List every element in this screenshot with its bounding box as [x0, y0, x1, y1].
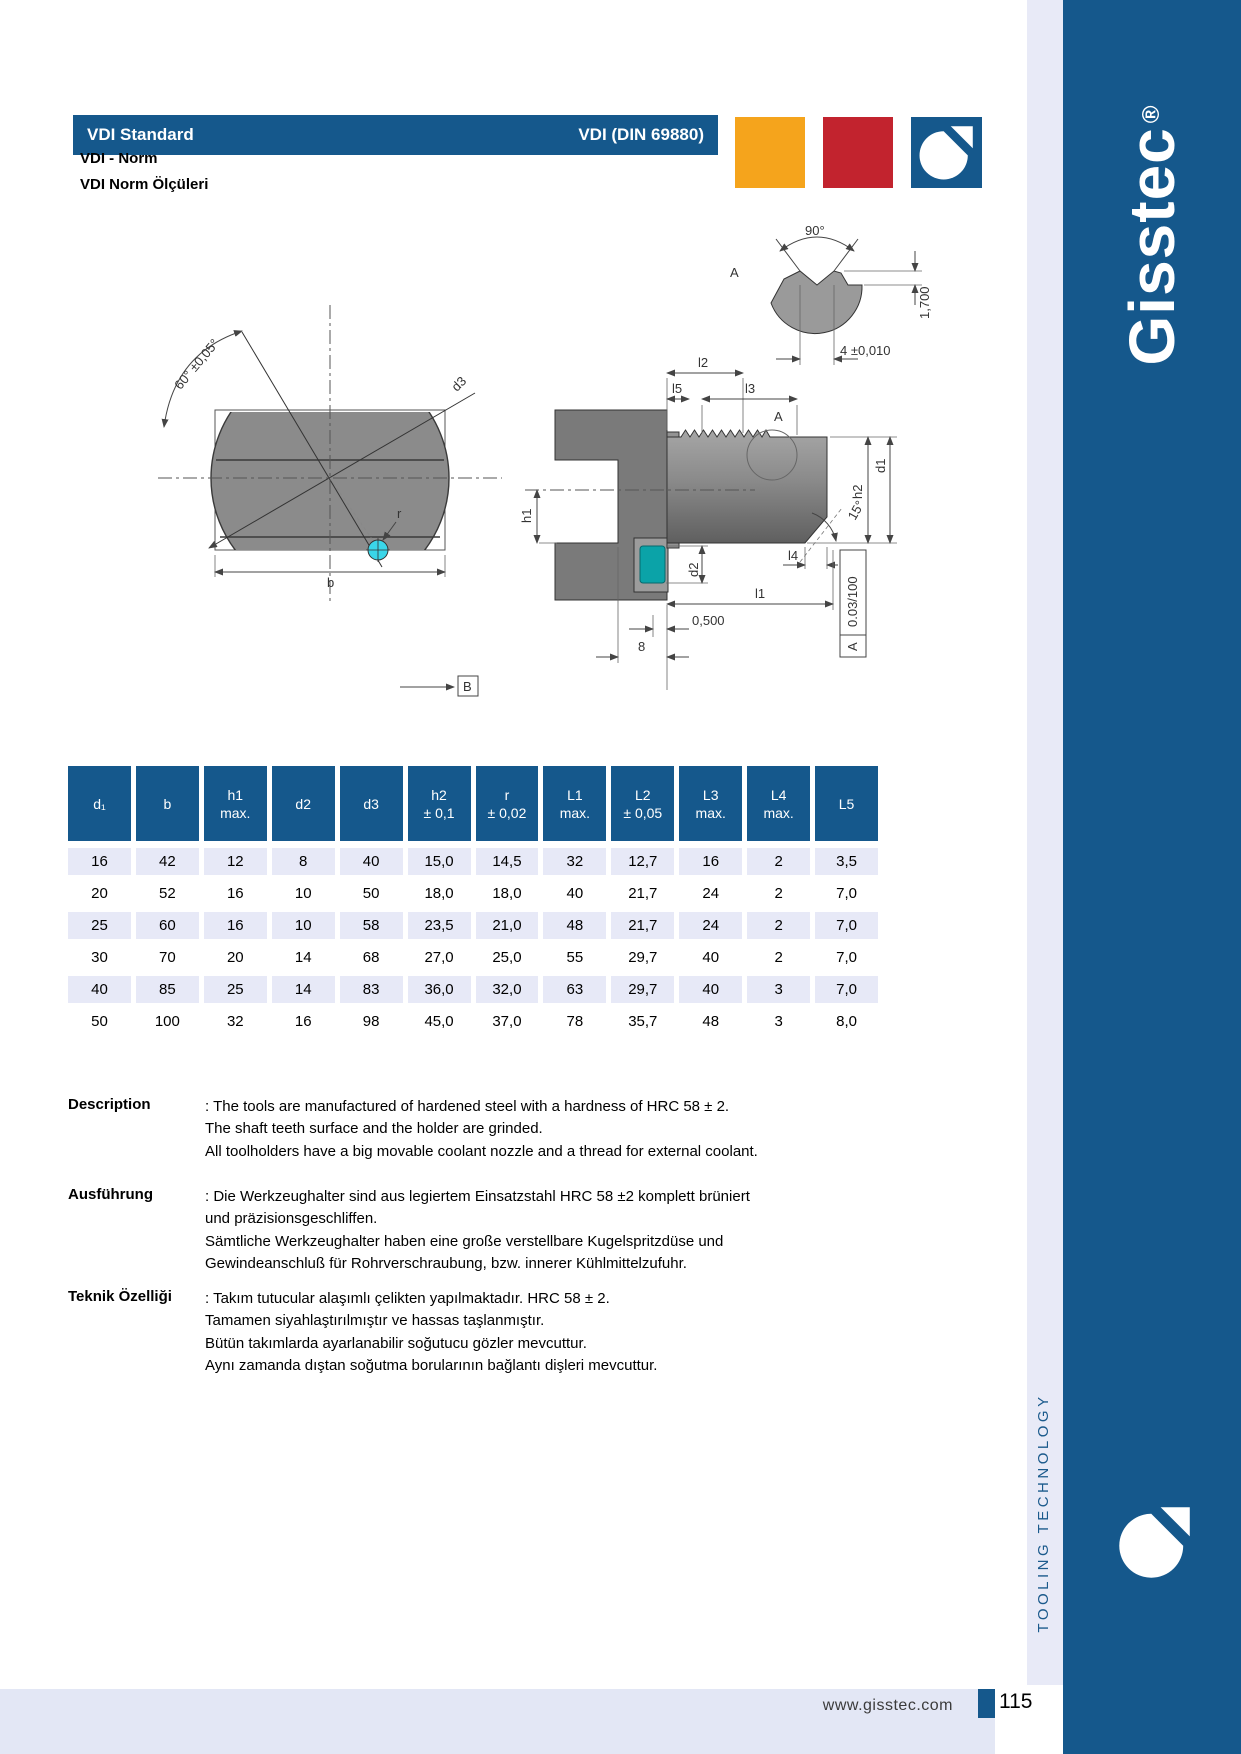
front-view — [158, 305, 502, 605]
table-cell: 32 — [226, 1013, 244, 1030]
table-header-cell: L5 — [815, 766, 878, 841]
table-row — [68, 880, 878, 907]
table-header-row — [68, 766, 878, 841]
detail-ref-label: A — [774, 409, 783, 424]
l1-label: l1 — [755, 586, 766, 601]
table-cell: 52 — [159, 885, 176, 902]
chamfer-angle-label: 15° — [844, 497, 868, 523]
table-cell: 83 — [340, 976, 403, 1003]
table-header-cell: r ± 0,02 — [476, 766, 539, 841]
table-cell: 8,0 — [836, 1013, 857, 1030]
front-angle-label: 60° ±0,05° — [171, 335, 222, 393]
table-header-cell: L3 max. — [679, 766, 742, 841]
d3-label: d3 — [448, 373, 470, 395]
table-cell: 68 — [362, 949, 380, 966]
footer-bar — [0, 1689, 995, 1754]
table-cell: 100 — [154, 1013, 180, 1030]
table-cell: 29,7 — [611, 976, 674, 1003]
detail-angle-label: 90° — [805, 223, 825, 238]
page-number: 115 — [999, 1690, 1033, 1713]
header-title-right: VDI (DIN 69880) — [578, 125, 704, 144]
table-cell: 48 — [543, 912, 606, 939]
table-header-cell: L4 max. — [747, 766, 810, 841]
table-cell: 2 — [774, 949, 783, 966]
subtitle-norm: VDI - Norm — [80, 150, 158, 167]
brand-text: Gisstec — [1116, 127, 1188, 366]
section-lines — [205, 1186, 750, 1276]
table-cell: 27,0 — [424, 949, 454, 966]
table-cell: 3 — [747, 976, 810, 1003]
table-cell: 37,0 — [492, 1013, 522, 1030]
header-title-left: VDI Standard — [87, 125, 194, 144]
depth-label: 8 — [638, 639, 646, 654]
table-header-cell: d3 — [340, 766, 403, 841]
text-line: Tamamen siyahlaştırılmıştır ve hassas taşlanmıştır. — [205, 1312, 545, 1330]
text-line: The shaft teeth surface and the holder are grinded. — [205, 1120, 543, 1138]
table-cell: 14 — [272, 976, 335, 1003]
table-cell: 29,7 — [628, 949, 658, 966]
header-bar — [73, 115, 718, 155]
table-header-cell: h1 max. — [204, 766, 267, 841]
table-cell: 24 — [679, 912, 742, 939]
table-cell: 8 — [272, 848, 335, 875]
table-cell: 45,0 — [424, 1013, 454, 1030]
dimension-table — [68, 766, 878, 1040]
table-header-cell: d2 — [272, 766, 335, 841]
table-cell: 7,0 — [836, 885, 857, 902]
table-cell: 70 — [159, 949, 176, 966]
table-cell: 2 — [747, 912, 810, 939]
table-cell: 24 — [702, 885, 720, 902]
table-cell: 40 — [679, 976, 742, 1003]
subtitle-olculeri: VDI Norm Ölçüleri — [80, 176, 209, 193]
table-cell: 21,0 — [476, 912, 539, 939]
table-cell: 18,0 — [492, 885, 522, 902]
table-cell: 48 — [702, 1013, 720, 1030]
text-line: : Die Werkzeughalter sind aus legiertem Einsatzstahl HRC 58 ±2 komplett brüniert — [205, 1188, 750, 1205]
table-header-cell: d₁ — [68, 766, 131, 841]
text-line: All toolholders have a big movable coolant nozzle and a thread for external coolant. — [205, 1142, 758, 1160]
b-label: b — [327, 575, 335, 590]
table-cell: 40 — [566, 885, 584, 902]
table-cell: 32,0 — [476, 976, 539, 1003]
table-cell: 23,5 — [408, 912, 471, 939]
datum-label: B — [463, 679, 472, 694]
table-cell: 85 — [136, 976, 199, 1003]
table-cell: 36,0 — [408, 976, 471, 1003]
text-line: : The tools are manufactured of hardened steel with a hardness of HRC 58 ± 2. — [205, 1098, 730, 1115]
table-header-cell: h2 ± 0,1 — [408, 766, 471, 841]
table-cell: 7,0 — [815, 976, 878, 1003]
technical-drawing — [100, 215, 932, 694]
table-cell: 78 — [566, 1013, 584, 1030]
offset-label: 0,500 — [692, 613, 725, 628]
l3-label: l3 — [745, 381, 756, 396]
text-line: Bütün takımlarda ayarlanabilir soğutucu gözler mevcuttur. — [205, 1334, 587, 1352]
text-line: Gewindeanschluß für Rohrverschraubung, bzw. innerer Kühlmittelzufuhr. — [205, 1255, 687, 1273]
table-cell: 63 — [543, 976, 606, 1003]
table-header-cell: b — [136, 766, 199, 841]
table-cell: 25,0 — [492, 949, 522, 966]
h1-label: h1 — [519, 508, 534, 523]
table-row — [68, 1008, 878, 1035]
red-square — [823, 117, 893, 188]
table-cell: 55 — [566, 949, 584, 966]
table-cell: 3,5 — [815, 848, 878, 875]
table-cell: 16 — [68, 848, 131, 875]
table-cell: 12 — [204, 848, 267, 875]
text-line: und präzisionsgeschliffen. — [205, 1210, 378, 1228]
table-cell: 50 — [91, 1013, 108, 1030]
table-cell: 20 — [91, 885, 108, 902]
table-cell: 98 — [362, 1013, 380, 1030]
side-view — [400, 355, 897, 696]
section-lines — [205, 1288, 657, 1378]
l4-label: l4 — [788, 548, 799, 563]
table-cell: 14 — [294, 949, 312, 966]
table-cell: 10 — [294, 885, 312, 902]
table-cell: 50 — [362, 885, 380, 902]
table-row — [68, 912, 878, 939]
table-cell: 30 — [91, 949, 108, 966]
table-cell: 16 — [226, 885, 244, 902]
table-header-cell: L2 ± 0,05 — [611, 766, 674, 841]
detail-view-label: A — [730, 265, 739, 280]
table-cell: 40 — [340, 848, 403, 875]
table-cell: 16 — [294, 1013, 312, 1030]
tolerance-ref-label: A — [845, 642, 860, 651]
section-label: Description — [68, 1096, 151, 1113]
table-cell: 21,7 — [628, 885, 658, 902]
table-cell: 3 — [774, 1013, 783, 1030]
orange-square — [735, 117, 805, 188]
table-cell: 25 — [68, 912, 131, 939]
website-link[interactable]: www.gisstec.com — [822, 1697, 953, 1714]
table-row — [68, 848, 878, 875]
table-cell: 32 — [543, 848, 606, 875]
table-cell: 15,0 — [408, 848, 471, 875]
tagline-text: TOOLING TECHNOLOGY — [1035, 1393, 1052, 1633]
r-label: r — [397, 506, 402, 521]
l2-label: l2 — [698, 355, 709, 370]
table-cell: 2 — [747, 848, 810, 875]
text-line: Sämtliche Werkzeughalter haben eine große verstellbare Kugelspritzdüse und — [205, 1232, 724, 1250]
table-row — [68, 944, 878, 971]
table-cell: 16 — [679, 848, 742, 875]
table-header-cell: L1 max. — [543, 766, 606, 841]
table-cell: 16 — [204, 912, 267, 939]
tolerance-label: 0.03/100 — [845, 576, 860, 627]
text-line: : Takım tutucular alaşımlı çelikten yapılmaktadır. HRC 58 ± 2. — [205, 1290, 610, 1307]
table-cell: 12,7 — [611, 848, 674, 875]
table-cell: 20 — [226, 949, 244, 966]
table-cell: 25 — [204, 976, 267, 1003]
pitch-label: 4 ±0,010 — [840, 343, 891, 358]
l5-label: l5 — [672, 381, 683, 396]
table-cell: 10 — [272, 912, 335, 939]
table-cell: 58 — [340, 912, 403, 939]
table-cell: 18,0 — [424, 885, 454, 902]
gisstec-logo-icon — [911, 117, 982, 188]
table-cell: 2 — [774, 885, 783, 902]
table-cell: 14,5 — [476, 848, 539, 875]
table-row — [68, 976, 878, 1003]
text-line: Aynı zamanda dıştan soğutma borularının bağlantı dişleri mevcuttur. — [205, 1357, 658, 1375]
table-cell: 60 — [136, 912, 199, 939]
d2-label: d2 — [686, 562, 701, 577]
table-cell: 35,7 — [628, 1013, 658, 1030]
table-cell: 40 — [68, 976, 131, 1003]
section-label: Teknik Özelliği — [68, 1288, 172, 1305]
table-cell: 21,7 — [611, 912, 674, 939]
section-label: Ausführung — [68, 1186, 153, 1203]
table-cell: 7,0 — [815, 912, 878, 939]
table-body — [68, 848, 878, 1035]
tooth-height-label: 1,700 — [917, 286, 932, 319]
table-cell: 7,0 — [836, 949, 857, 966]
table-cell: 42 — [136, 848, 199, 875]
table-cell: 40 — [702, 949, 720, 966]
detail-view — [730, 223, 932, 365]
h2-label: h2 — [850, 484, 865, 499]
d1-label: d1 — [873, 458, 888, 473]
section-lines — [205, 1096, 758, 1163]
registered-mark: ® — [1138, 104, 1165, 124]
brand-wordmark — [1112, 35, 1192, 435]
gisstec-g-icon — [1108, 1495, 1202, 1589]
footer-accent-square — [978, 1689, 995, 1718]
